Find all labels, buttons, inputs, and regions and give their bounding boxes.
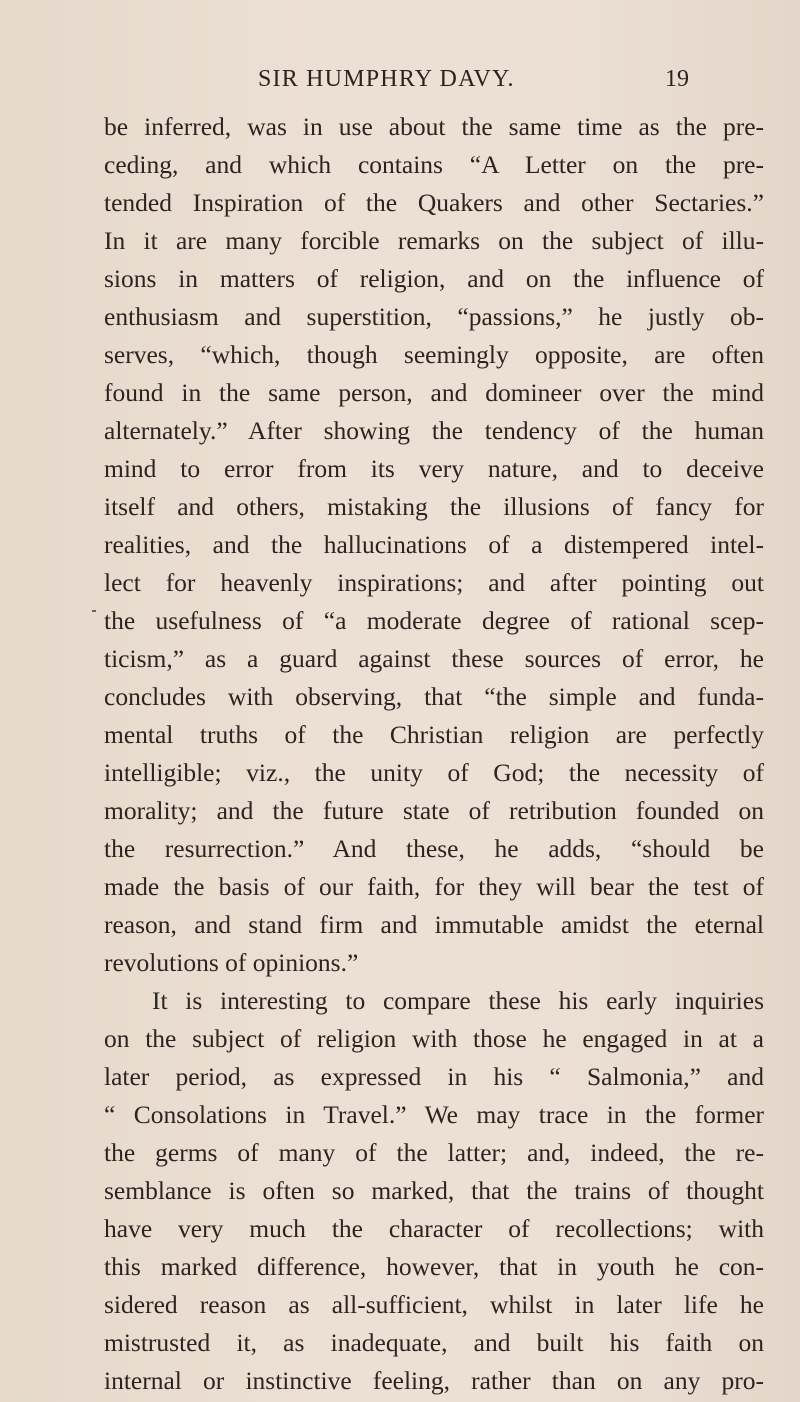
text-line: tended Inspiration of the Quakers and other Sectaries.” — [104, 188, 764, 217]
text-line: reason, and stand firm and immutable amidst the eternal — [104, 910, 764, 939]
text-line: ticism,” as a guard against these sources of error, he — [104, 644, 764, 673]
text-line: serves, “which, though seemingly opposite, are often — [104, 340, 764, 369]
text-line: mind to error from its very nature, and to deceive — [104, 454, 764, 483]
text-line: semblance is often so marked, that the trains of thought — [104, 1176, 764, 1205]
text-line: It is interesting to compare these his early inquiries — [152, 986, 764, 1015]
body-text — [104, 108, 764, 1400]
text-line: In it are many forcible remarks on the subject of illu- — [104, 226, 764, 255]
text-line: internal or instinctive feeling, rather than on any pro- — [104, 1366, 764, 1395]
text-line: found in the same person, and domineer over the mind — [104, 378, 764, 407]
text-line: this marked difference, however, that in youth he con- — [104, 1252, 764, 1281]
text-line: lect for heavenly inspirations; and after pointing out — [104, 568, 764, 597]
text-line: sions in matters of religion, and on the influence of — [104, 264, 764, 293]
text-line: mental truths of the Christian religion are perfectly — [104, 720, 764, 749]
text-line: the germs of many of the latter; and, indeed, the re- — [104, 1138, 764, 1167]
running-head — [0, 66, 800, 106]
running-title: SIR HUMPHRY DAVY. — [258, 66, 515, 92]
margin-mark — [92, 610, 96, 612]
page-number: 19 — [665, 66, 689, 92]
text-line: intelligible; viz., the unity of God; the necessity of — [104, 758, 764, 787]
text-line: on the subject of religion with those he engaged in at a — [104, 1024, 764, 1053]
text-line: enthusiasm and superstition, “passions,” he justly ob- — [104, 302, 764, 331]
text-line: revolutions of opinions.” — [104, 948, 359, 977]
text-line: morality; and the future state of retribution founded on — [104, 796, 764, 825]
text-line: concludes with observing, that “the simple and funda- — [104, 682, 764, 711]
text-line: itself and others, mistaking the illusions of fancy for — [104, 492, 764, 521]
text-line: realities, and the hallucinations of a distempered intel- — [104, 530, 764, 559]
text-line: have very much the character of recollections; with — [104, 1214, 764, 1243]
text-line: later period, as expressed in his “ Salmonia,” and — [104, 1062, 764, 1091]
text-line: alternately.” After showing the tendency of the human — [104, 416, 764, 445]
text-line: be inferred, was in use about the same time as the pre- — [104, 112, 764, 141]
text-line: mistrusted it, as inadequate, and built his faith on — [104, 1328, 764, 1357]
text-line: the usefulness of “a moderate degree of rational scep- — [104, 606, 764, 635]
text-line: “ Consolations in Travel.” We may trace in the former — [104, 1100, 764, 1129]
text-line: ceding, and which contains “A Letter on the pre- — [104, 150, 764, 179]
text-line: sidered reason as all-sufficient, whilst in later life he — [104, 1290, 764, 1319]
text-line: the resurrection.” And these, he adds, “should be — [104, 834, 764, 863]
text-line: made the basis of our faith, for they will bear the test of — [104, 872, 764, 901]
